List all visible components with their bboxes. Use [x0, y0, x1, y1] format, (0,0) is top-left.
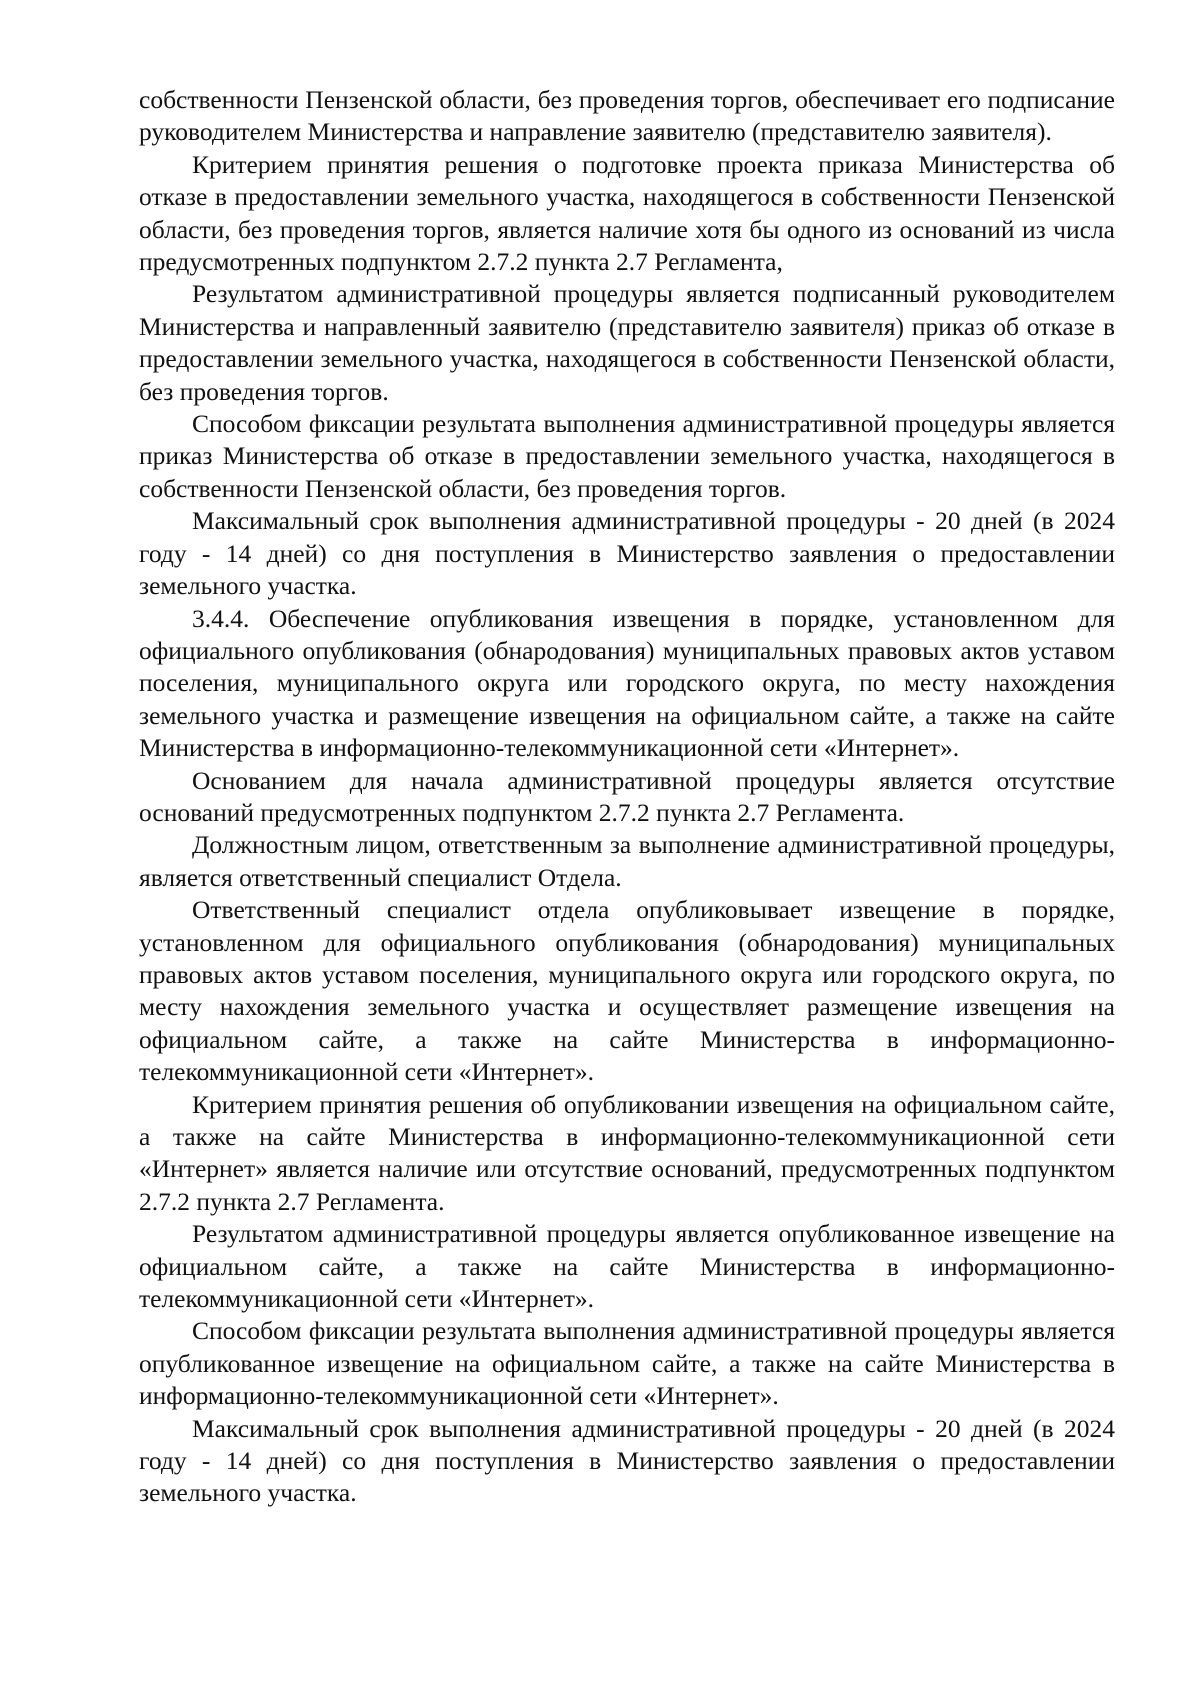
paragraph-publication-deadline: Максимальный срок выполнения административной процедуры - 20 дней (в 2024 году - 14 дней) со дня поступления в Министерство заявления о предоставлении земельного участка.	[139, 1413, 1115, 1508]
paragraph-responsible-official: Должностным лицом, ответственным за выполнение административной процедуры, является ответственный специалист Отдела.	[139, 830, 1115, 892]
paragraph-refusal-result: Результатом административной процедуры является подписанный руководителем Министерства и направленный заявителю (представителю заявителя) приказ об отказе в предоставлении земельного участка, находящегося в собственности Пензенской области, без проведения торгов.	[139, 279, 1115, 406]
paragraph-refusal-fixation: Способом фиксации результата выполнения административной процедуры является приказ Министерства об отказе в предоставлении земельного участка, находящегося в собственности Пензенской области, без проведения торгов.	[139, 409, 1115, 503]
paragraph-refusal-deadline: Максимальный срок выполнения административной процедуры - 20 дней (в 2024 году - 14 дней) со дня поступления в Министерство заявления о предоставлении земельного участка.	[139, 506, 1115, 601]
paragraph-continuation: собственности Пензенской области, без проведения торгов, обеспечивает его подписание руководителем Министерства и направление заявителю (представителю заявителя).	[139, 85, 1115, 147]
paragraph-publication-basis: Основанием для начала административной процедуры является отсутствие оснований предусмотренных подпунктом 2.7.2 пункта 2.7 Регламента.	[139, 765, 1115, 827]
paragraph-specialist-actions: Ответственный специалист отдела опубликовывает извещение в порядке, установленном для официального опубликования (обнародования) муниципальных правовых актов уставом поселения, муниципального округа или городского округа, по месту нахождения земельного участка и осуществляет размещение извещения на официальном сайте, а также на сайте Министерства в информационно-телекоммуникационной сети «Интернет».	[139, 895, 1115, 1087]
paragraph-publication-result: Результатом административной процедуры является опубликованное извещение на официальном сайте, а также на сайте Министерства в информационно-телекоммуникационной сети «Интернет».	[139, 1219, 1115, 1314]
document-body	[139, 84, 1115, 1510]
paragraph-section-3-4-4: 3.4.4. Обеспечение опубликования извещения в порядке, установленном для официального опубликования (обнародования) муниципальных правовых актов уставом поселения, муниципального округа или городского округа, по месту нахождения земельного участка и размещение извещения на официальном сайте, а также на сайте Министерства в информационно-телекоммуникационной сети «Интернет».	[139, 603, 1115, 763]
paragraph-publication-fixation: Способом фиксации результата выполнения административной процедуры является опубликованное извещение на официальном сайте, а также на сайте Министерства в информационно-телекоммуникационной сети «Интернет».	[139, 1316, 1115, 1411]
paragraph-refusal-criterion: Критерием принятия решения о подготовке проекта приказа Министерства об отказе в предоставлении земельного участка, находящегося в собственности Пензенской области, без проведения торгов, является наличие хотя бы одного из оснований из числа предусмотренных подпунктом 2.7.2 пункта 2.7 Регламента,	[139, 149, 1115, 277]
paragraph-publication-criterion: Критерием принятия решения об опубликовании извещения на официальном сайте, а также на сайте Министерства в информационно-телекоммуникационной сети «Интернет» является наличие или отсутствие оснований, предусмотренных подпунктом 2.7.2 пункта 2.7 Регламента.	[139, 1089, 1115, 1216]
